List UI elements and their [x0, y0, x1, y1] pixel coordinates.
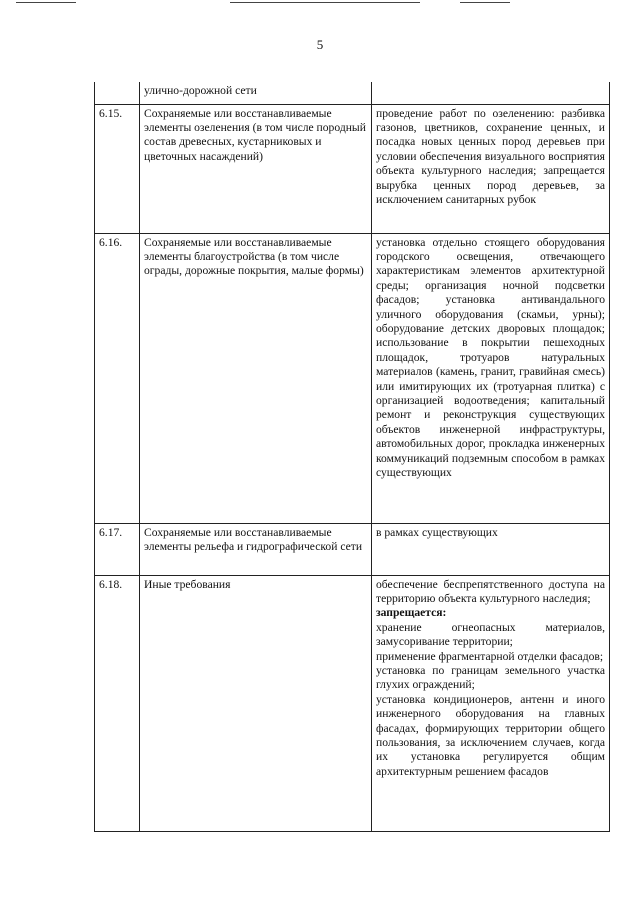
table-row	[95, 575, 610, 831]
requirement-line: применение фрагментарной отделки фасадов;	[376, 649, 604, 663]
prohibition-heading: запрещается:	[376, 606, 447, 620]
row-requirements	[372, 233, 610, 523]
row-element: улично-дорожной сети	[140, 82, 372, 104]
row-requirements	[372, 82, 610, 104]
row-number: 6.16.	[95, 233, 140, 523]
table-row	[95, 233, 610, 523]
page-number: 5	[316, 37, 324, 52]
row-number: 6.17.	[95, 523, 140, 575]
top-rule-mid	[230, 2, 420, 3]
row-element: Сохраняемые или восстанавливаемые элементы благоустройства (в том числе ограды, дорожные покрытия, малые формы)	[140, 233, 372, 523]
table-row	[95, 104, 610, 233]
requirement-line: хранение огнеопасных материалов, замусоривание территории;	[376, 620, 605, 649]
row-element: Иные требования	[140, 575, 372, 831]
requirement-line: в рамках существующих	[376, 525, 498, 539]
row-number: 6.18.	[95, 575, 140, 831]
row-requirements	[372, 523, 610, 575]
row-element: Сохраняемые или восстанавливаемые элементы озеленения (в том числе породный состав древесных, кустарниковых и цветочных насаждений)	[140, 104, 372, 233]
row-element: Сохраняемые или восстанавливаемые элементы рельефа и гидрографической сети	[140, 523, 372, 575]
table-row	[95, 82, 610, 104]
top-rule-left	[16, 2, 76, 3]
row-number: 6.15.	[95, 104, 140, 233]
row-requirements	[372, 104, 610, 233]
requirement-line: проведение работ по озеленению: разбивка газонов, цветников, сохранение ценных, и посадка новых ценных пород деревьев при условии обеспечения визуального восприятия объекта культурного наследия; запрещается вырубка ценных пород деревьев, за исключением санитарных рубок	[376, 106, 605, 206]
requirement-line: установка кондиционеров, антенн и иного инженерного оборудования на главных фасадах, формирующих территории общего пользования, за исключением случаев, когда их установка регулируется общим архитектурным решением фасадов	[376, 692, 605, 778]
row-requirements	[372, 575, 610, 831]
top-rule-right	[460, 2, 510, 3]
table-row	[95, 523, 610, 575]
requirements-table	[94, 82, 610, 832]
requirement-line: обеспечение беспрепятственного доступа на территорию объекта культурного наследия;	[376, 577, 605, 605]
requirement-line: установка по границам земельного участка глухих ограждений;	[376, 663, 605, 692]
requirement-line: установка отдельно стоящего оборудования городского освещения, отвечающего характеристикам элементов архитектурной среды; организация ночной подсветки фасадов; установка антивандального уличного оборудования (скамьи, урны); оборудование детских дворовых площадок; использование в покрытии пешеходных площадок, тротуаров натуральных материалов (камень, гранит, гравийная смесь) или имитирующих их (тротуарная плитка) с организацией водоотведения; капитальный ремонт и реконструкция существующих объектов инженерной инфраструктуры, автомобильных дорог, прокладка инженерных коммуникаций подземным способом в рамках существующих	[376, 235, 605, 479]
row-number	[95, 82, 140, 104]
